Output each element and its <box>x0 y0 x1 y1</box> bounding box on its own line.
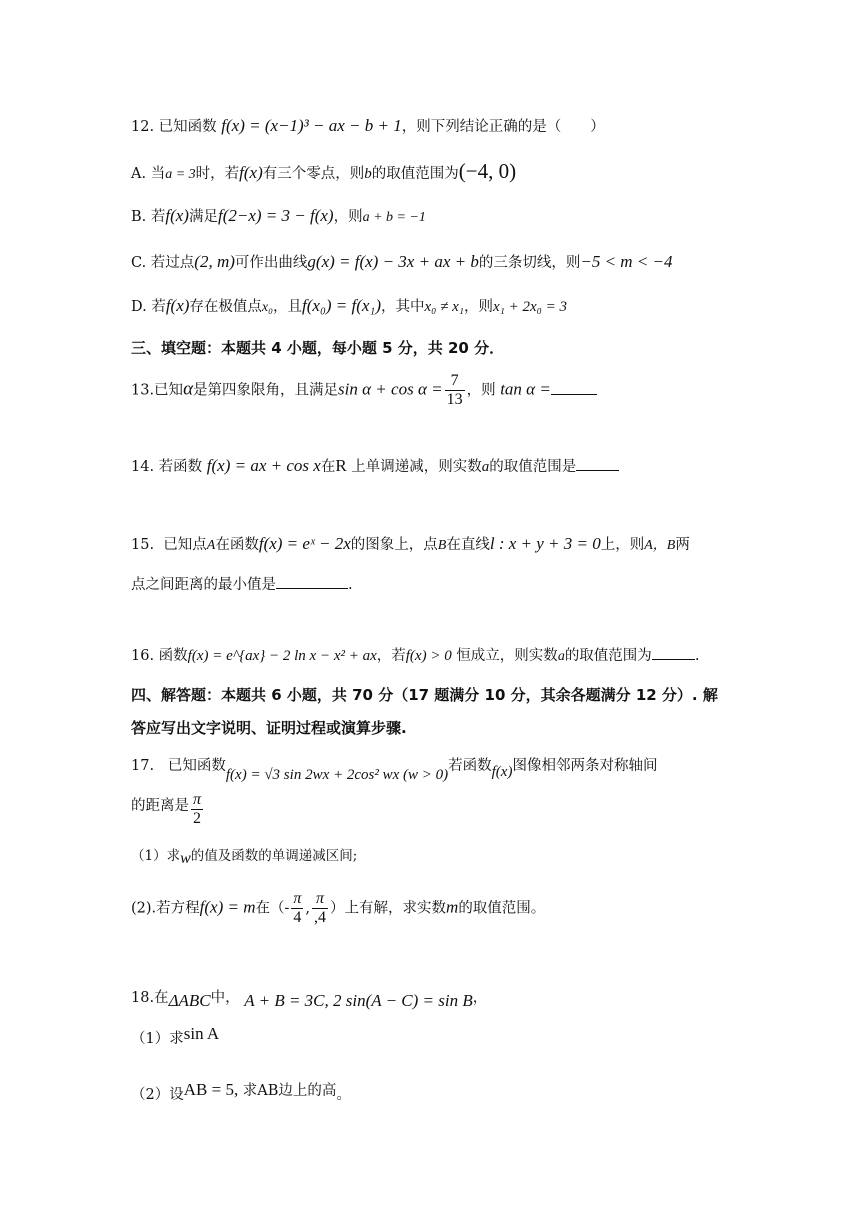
q17-line1: 17. 已知函数f(x) = √3 sin 2wx + 2cos² wx (w > 0)若函数f(x)图像相邻两条对称轴间 <box>131 758 658 783</box>
q18-part2: （2）设AB = 5, 求AB边上的高。 <box>131 1080 351 1103</box>
section-heading-answer-1: 四、解答题：本题共 6 小题，共 70 分（17 题满分 10 分，其余各题满分 12 分）. 解 <box>131 686 718 704</box>
q14: 14. 若函数 f(x) = ax + cos x在R 上单调递减，则实数a的取值范围是 <box>131 455 790 478</box>
fraction-pi-4-b: $\frac{\pi}{,4}$ <box>314 890 327 926</box>
question-number: 12. <box>131 119 155 135</box>
q15-line1: 15. 已知点A在函数f(x) = eˣ − 2x的图象上，点B在直线l : x + y + 3 = 0上，则A，B两 <box>131 534 690 553</box>
fraction-pi-2: $\frac{\pi}{2}$ <box>193 791 202 827</box>
q16: 16. 函数f(x) = e^{ax} − 2 ln x − x² + ax，若f(x) > 0 恒成立，则实数a的取值范围为 . <box>131 645 790 668</box>
q17-line2: 的距离是 $\frac{\pi}{2}$ <box>131 791 202 827</box>
q17-part2: (2).若方程f(x) = m在（- $\frac{\pi}{4}$ , $\frac{\pi}{,4}$ ）上有解，求实数m的取值范围。 <box>131 890 546 926</box>
answer-blank[interactable] <box>652 645 695 660</box>
q12-option-a: A. 当a = 3时，若f(x)有三个零点，则b的取值范围为(−4, 0) <box>131 159 517 183</box>
fraction-pi-4: $\frac{\pi}{4}$ <box>293 890 302 926</box>
q17-part1: （1）求w的值及函数的单调递减区间; <box>131 848 358 867</box>
section-heading-fill-in: 三、填空题：本题共 4 小题，每小题 5 分，共 20 分． <box>131 339 505 357</box>
q18-stem: 18.在ΔABC中， A + B = 3C, 2 sin(A − C) = sin B， <box>131 990 488 1010</box>
q12-option-d: D. 若f(x)存在极值点x₀，且f(x₀) = f(x₁)，其中x₀ ≠ x₁，则x₁ + 2x₀ = 3 <box>131 296 567 315</box>
q18-part1: （1）求sin A <box>131 1024 220 1047</box>
q12-option-c: C. 若过点(2, m)可作出曲线g(x) = f(x) − 3x + ax + b的三条切线，则−5 < m < −4 <box>131 252 673 271</box>
answer-blank[interactable] <box>276 574 348 589</box>
q12-option-b: B. 若f(x)满足f(2−x) = 3 − f(x)，则a + b = −1 <box>131 206 426 225</box>
fraction-7-13: $\frac{7}{13}$ <box>446 372 463 408</box>
section-heading-answer-2: 答应写出文字说明、证明过程或演算步骤. <box>131 719 407 737</box>
q12-stem: 12. 已知函数 f(x) = (x−1)³ − ax − b + 1，则下列结论正确的是（ ） <box>131 116 605 135</box>
answer-blank[interactable] <box>576 456 619 471</box>
q15-line2: 点之间距离的最小值是 . <box>131 574 790 596</box>
formula: f(x) = (x−1)³ − ax − b + 1 <box>221 116 402 135</box>
answer-blank[interactable] <box>551 380 597 395</box>
q13: 13.已知α是第四象限角，且满足sin α + cos α = $\frac{7}{13}$ ，则 tan α = <box>131 372 790 409</box>
